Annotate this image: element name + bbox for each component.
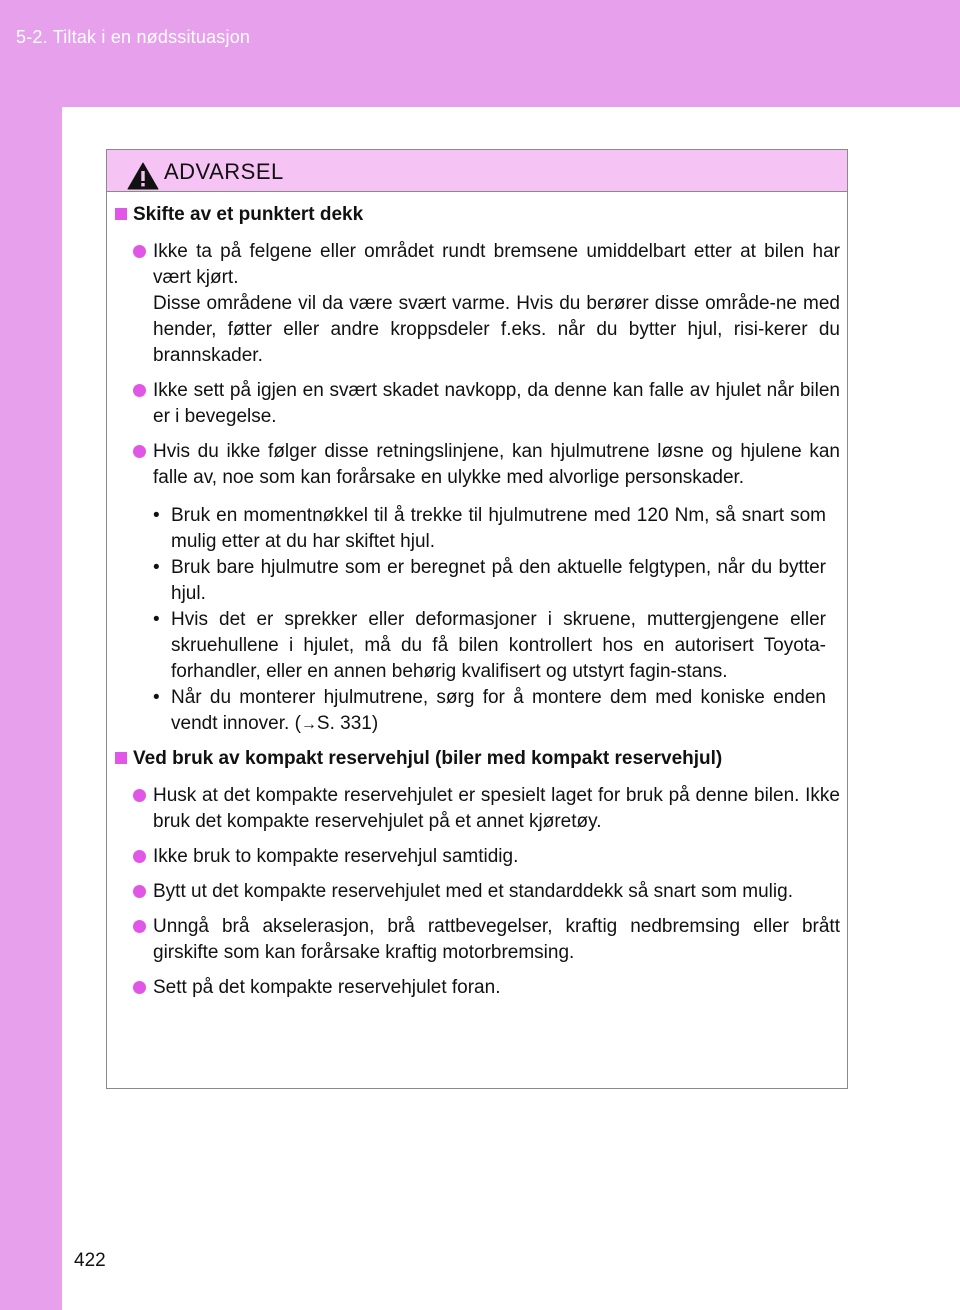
list-item [113,239,840,369]
item-text: Ikke bruk to kompakte reservehjul samtidig. [153,846,519,867]
section-heading: Skifte av et punktert dekk [113,202,840,228]
sub-bullet-item: • Hvis det er sprekker eller deformasjoner i skruene, muttergjengene eller skruehullene i hjulet, må du få bilen kontrollert hos en autorisert Toyota-forhandler, eller en annen behørig kvalifisert og utstyrt fagin-stans. [153,609,826,682]
warning-content [107,192,847,1001]
list-item [113,378,840,430]
round-bullet-icon [133,384,146,397]
item-text: Hvis du ikke følger disse retningslinjene, kan hjulmutrene løsne og hjulene kan falle av, noe som kan forårsake en ulykke med alvorlige personskader. [153,441,840,488]
round-bullet-icon [133,245,146,258]
sub-bullet-list [113,503,826,738]
round-bullet-icon [133,920,146,933]
left-margin-band [0,107,62,1310]
item-text: Bytt ut det kompakte reservehjulet med et standarddekk så snart som mulig. [153,881,793,902]
warning-header [107,150,847,192]
warning-triangle-icon [127,162,159,190]
list-item [113,879,840,905]
sub-bullet-item: • Bruk en momentnøkkel til å trekke til hjulmutrene med 120 Nm, så snart som mulig etter at du har skiftet hjul. [153,505,826,552]
sub-bullet-item: • Når du monterer hjulmutrene, sørg for å montere dem med koniske enden vendt innover. (→S. 331) [153,687,826,734]
item-text: Ikke ta på felgene eller området rundt bremsene umiddelbart etter at bilen har vært kjørt. [153,241,840,288]
round-bullet-icon [133,885,146,898]
section-heading: Ved bruk av kompakt reservehjul (biler med kompakt reservehjul) [113,746,840,772]
square-bullet-icon [115,208,127,220]
warning-box [106,149,848,1089]
list-item [113,914,840,966]
round-bullet-icon [133,981,146,994]
round-bullet-icon [133,789,146,802]
round-bullet-icon [133,445,146,458]
item-text: Sett på det kompakte reservehjulet foran. [153,977,501,998]
chapter-title: 5-2. Tiltak i en nødssituasjon [16,27,251,47]
top-header-band [0,0,960,107]
square-bullet-icon [115,752,127,764]
item-text: Unngå brå akselerasjon, brå rattbevegelser, kraftig nedbremsing eller brått girskifte som kan forårsake kraftig motorbremsing. [153,916,840,963]
arrow-right-icon: → [300,716,317,733]
list-item [113,975,840,1001]
item-text: Ikke sett på igjen en svært skadet navkopp, da denne kan falle av hjulet når bilen er i bevegelse. [153,380,840,427]
page-number: 422 [74,1250,106,1271]
warning-title: ADVARSEL [164,159,284,184]
list-item [113,844,840,870]
item-text: Husk at det kompakte reservehjulet er spesielt laget for bruk på denne bilen. Ikke bruk det kompakte reservehjulet på et annet kjøretøy. [153,785,840,832]
list-item [113,439,840,491]
list-item [113,783,840,835]
item-text: Disse områdene vil da være svært varme. Hvis du berører disse område-ne med hender, føtter eller andre kroppsdeler f.eks. når du bytter hjul, risi-kerer du brannskader. [153,293,840,366]
sub-bullet-item: • Bruk bare hjulmutre som er beregnet på den aktuelle felgtypen, når du bytter hjul. [153,557,826,604]
round-bullet-icon [133,850,146,863]
